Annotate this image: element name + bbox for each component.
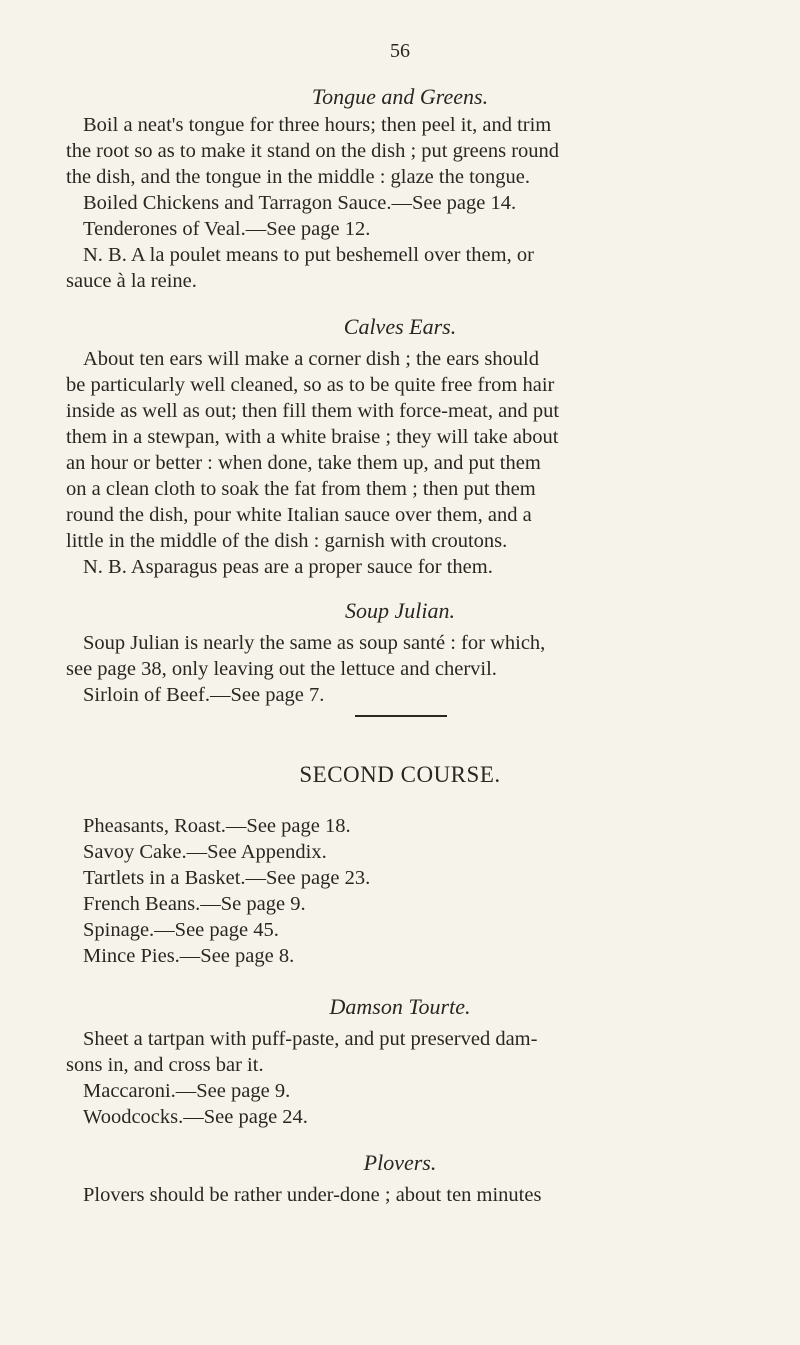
section-heading: Soup Julian.: [345, 598, 455, 623]
section-heading: Plovers.: [363, 1150, 437, 1175]
text-line: sons in, and cross bar it.: [66, 1054, 264, 1076]
text-line: little in the middle of the dish : garnish with croutons.: [66, 530, 508, 552]
menu-line: Spinage.—See page 45.: [83, 919, 279, 941]
section-heading: Calves Ears.: [343, 314, 457, 339]
text-line: the dish, and the tongue in the middle : glaze the tongue.: [66, 166, 530, 188]
text-line: Sirloin of Beef.—See page 7.: [83, 684, 325, 706]
text-line: them in a stewpan, with a white braise ; they will take about: [66, 426, 559, 448]
text-line: Sheet a tartpan with puff-paste, and put preserved dam-: [83, 1028, 538, 1050]
text-line: Boil a neat's tongue for three hours; then peel it, and trim: [83, 114, 552, 136]
menu-line: Savoy Cake.—See Appendix.: [83, 841, 327, 863]
menu-line: French Beans.—Se page 9.: [83, 893, 306, 915]
page-number: 56: [390, 40, 410, 62]
menu-line: Tartlets in a Basket.—See page 23.: [83, 867, 371, 889]
text-line: Maccaroni.—See page 9.: [83, 1080, 291, 1102]
menu-line: Pheasants, Roast.—See page 18.: [83, 815, 351, 837]
text-line: round the dish, pour white Italian sauce over them, and a: [66, 504, 532, 526]
section-divider: [355, 715, 447, 717]
text-line: on a clean cloth to soak the fat from them ; then put them: [66, 478, 536, 500]
text-line: N. B. A la poulet means to put beshemell over them, or: [83, 244, 534, 266]
text-line: be particularly well cleaned, so as to be quite free from hair: [66, 374, 555, 396]
menu-line: Mince Pies.—See page 8.: [83, 945, 295, 967]
text-line: Soup Julian is nearly the same as soup santé : for which,: [83, 632, 546, 654]
text-line: Tenderones of Veal.—See page 12.: [83, 218, 371, 240]
text-line: inside as well as out; then fill them with force-meat, and put: [66, 400, 560, 422]
text-line: see page 38, only leaving out the lettuce and chervil.: [66, 658, 497, 680]
second-course-title: SECOND COURSE.: [299, 762, 501, 787]
text-line: an hour or better : when done, take them up, and put them: [66, 452, 541, 474]
text-line: sauce à la reine.: [66, 270, 197, 292]
text-line: Boiled Chickens and Tarragon Sauce.—See page 14.: [83, 192, 517, 214]
text-line: Woodcocks.—See page 24.: [83, 1106, 308, 1128]
text-line: N. B. Asparagus peas are a proper sauce for them.: [83, 556, 493, 578]
text-line: Plovers should be rather under-done ; about ten minutes: [83, 1184, 542, 1206]
text-line: the root so as to make it stand on the dish ; put greens round: [66, 140, 560, 162]
section-heading: Tongue and Greens.: [311, 84, 489, 109]
text-line: About ten ears will make a corner dish ; the ears should: [83, 348, 539, 370]
section-heading: Damson Tourte.: [329, 994, 471, 1019]
